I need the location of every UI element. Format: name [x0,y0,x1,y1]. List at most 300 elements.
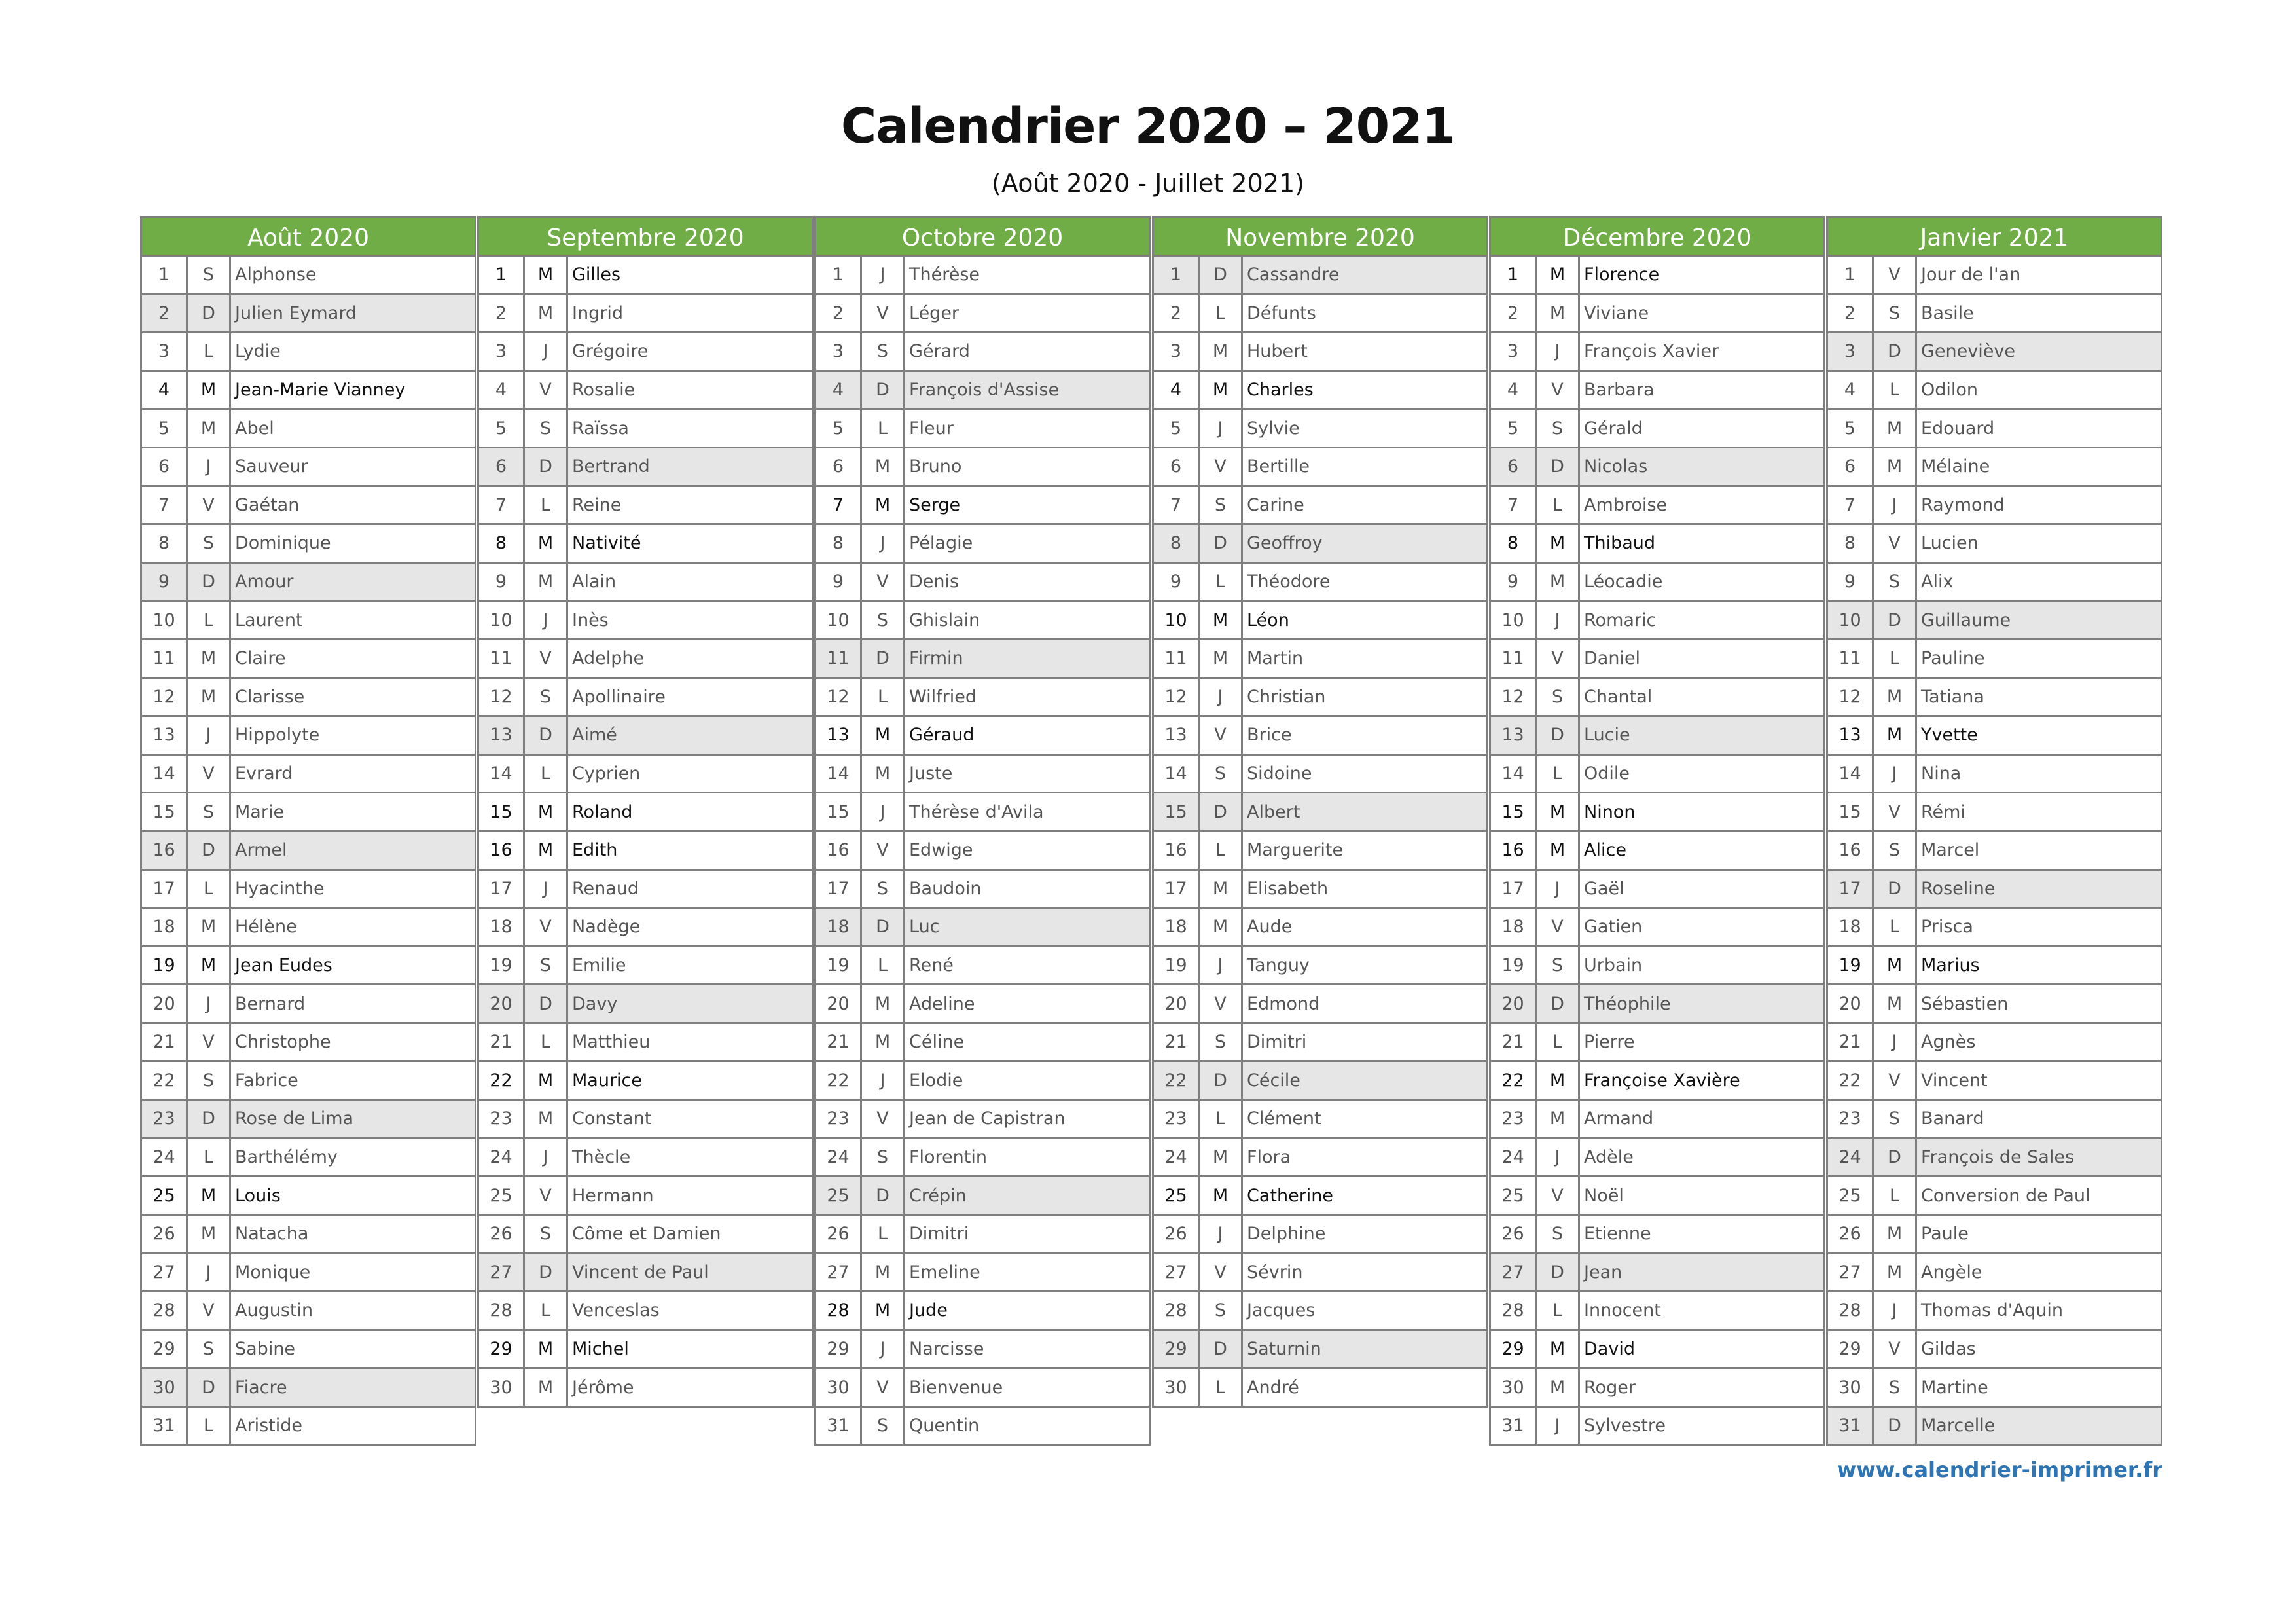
day-of-week: M [860,1292,903,1329]
day-number: 29 [1826,1331,1872,1368]
day-number: 26 [814,1216,860,1252]
day-row [1826,1331,2162,1370]
day-number: 17 [140,871,186,907]
day-number: 12 [1826,679,1872,716]
saint-name: Raymond [1915,487,2162,524]
day-row [814,1369,1151,1408]
day-number: 19 [477,947,523,984]
saint-name: Tatiana [1915,679,2162,716]
day-of-week: S [1872,564,1915,600]
day-number: 8 [140,525,186,562]
saint-name: Gérard [903,333,1151,370]
day-row [1152,1024,1488,1063]
day-number: 15 [1826,793,1872,830]
day-row [1489,1254,1825,1292]
day-of-week: M [1198,640,1241,677]
day-number: 22 [1489,1062,1535,1099]
day-number: 13 [814,717,860,754]
day-number: 15 [140,793,186,830]
day-row [1489,1062,1825,1101]
day-row [1489,525,1825,564]
day-number: 16 [477,832,523,869]
saint-name: Guillaume [1915,602,2162,638]
day-row [1826,448,2162,487]
saint-name: Jude [903,1292,1151,1329]
day-of-week: V [1535,372,1578,409]
day-row [140,295,476,334]
saint-name: Reine [566,487,814,524]
day-number: 8 [477,525,523,562]
day-number: 23 [477,1101,523,1137]
day-number: 2 [140,295,186,332]
day-of-week: V [1198,448,1241,485]
saint-name: Edouard [1915,410,2162,447]
day-of-week: J [186,985,229,1022]
day-of-week: M [523,525,566,562]
day-row [477,333,814,372]
saint-name: Crépin [903,1177,1151,1214]
saint-name: Brice [1241,717,1488,754]
day-of-week: M [1198,333,1241,370]
day-of-week: L [1872,640,1915,677]
saint-name: François de Sales [1915,1139,2162,1176]
saint-name: Martine [1915,1369,2162,1406]
day-row [814,410,1151,448]
day-of-week: S [1198,1292,1241,1329]
day-of-week: M [523,793,566,830]
month-header: Septembre 2020 [477,216,814,257]
day-row [1152,947,1488,986]
day-row [1489,1101,1825,1139]
day-number: 30 [814,1369,860,1406]
day-number: 9 [140,564,186,600]
day-number: 10 [140,602,186,638]
day-row [477,257,814,295]
day-number: 3 [814,333,860,370]
day-of-week: M [860,756,903,792]
day-row [140,947,476,986]
day-row [477,410,814,448]
saint-name: Nadège [566,909,814,945]
day-of-week: V [860,295,903,332]
saint-name: Sabine [229,1331,476,1368]
day-of-week: V [186,1292,229,1329]
day-number: 22 [140,1062,186,1099]
saint-name: René [903,947,1151,984]
day-number: 20 [1489,985,1535,1022]
day-row [814,448,1151,487]
day-row [140,564,476,602]
day-of-week: M [1535,525,1578,562]
day-number: 31 [814,1408,860,1444]
day-row [1489,871,1825,909]
saint-name: Hubert [1241,333,1488,370]
day-row [1489,295,1825,334]
day-of-week: L [523,1292,566,1329]
day-of-week: D [1198,1331,1241,1368]
day-of-week: M [1872,1216,1915,1252]
saint-name: Lucien [1915,525,2162,562]
day-number: 23 [814,1101,860,1137]
day-of-week: J [1198,679,1241,716]
saint-name: Rose de Lima [229,1101,476,1137]
saint-name: Hyacinthe [229,871,476,907]
day-of-week: L [860,947,903,984]
saint-name: François d'Assise [903,372,1151,409]
day-row [1152,1139,1488,1178]
saint-name: André [1241,1369,1488,1406]
day-number: 12 [1489,679,1535,716]
day-row [1826,257,2162,295]
day-number: 13 [1826,717,1872,754]
saint-name: Edith [566,832,814,869]
month-column [814,216,1151,1446]
day-of-week: L [186,1408,229,1444]
day-of-week: M [1198,871,1241,907]
saint-name: Clément [1241,1101,1488,1137]
day-row [140,871,476,909]
saint-name: Fiacre [229,1369,476,1406]
saint-name: Delphine [1241,1216,1488,1252]
day-number: 25 [1826,1177,1872,1214]
day-row [814,487,1151,526]
saint-name: Odile [1578,756,1825,792]
day-number: 20 [140,985,186,1022]
day-of-week: S [186,1062,229,1099]
day-number: 7 [1826,487,1872,524]
saint-name: Christian [1241,679,1488,716]
saint-name: Emeline [903,1254,1151,1290]
day-of-week: D [860,640,903,677]
saint-name: Grégoire [566,333,814,370]
saint-name: Noël [1578,1177,1825,1214]
day-of-week: M [1535,295,1578,332]
day-row [140,525,476,564]
day-number: 4 [477,372,523,409]
day-row [1152,1331,1488,1370]
day-number: 5 [477,410,523,447]
day-number: 12 [477,679,523,716]
day-of-week: M [1535,1101,1578,1137]
saint-name: Elodie [903,1062,1151,1099]
day-number: 3 [1489,333,1535,370]
day-of-week: V [1198,717,1241,754]
day-of-week: L [860,679,903,716]
day-row [140,1177,476,1216]
day-of-week: L [1872,1177,1915,1214]
day-number: 11 [814,640,860,677]
day-number: 25 [1489,1177,1535,1214]
day-number: 22 [477,1062,523,1099]
saint-name: Céline [903,1024,1151,1061]
day-number: 17 [477,871,523,907]
saint-name: Nativité [566,525,814,562]
day-number: 11 [1826,640,1872,677]
saint-name: Françoise Xavière [1578,1062,1825,1099]
day-of-week: M [186,1177,229,1214]
day-of-week: V [523,640,566,677]
day-of-week: L [523,756,566,792]
day-number: 10 [814,602,860,638]
day-number: 28 [1826,1292,1872,1329]
day-row [477,909,814,947]
saint-name: Roseline [1915,871,2162,907]
day-number: 12 [814,679,860,716]
saint-name: Cécile [1241,1062,1488,1099]
day-of-week: M [1535,1331,1578,1368]
day-row [814,871,1151,909]
day-of-week: J [1872,1292,1915,1329]
day-row [1152,1254,1488,1292]
day-number: 21 [140,1024,186,1061]
day-row [477,640,814,679]
day-of-week: V [186,756,229,792]
month-column [477,216,814,1408]
day-of-week: J [186,448,229,485]
saint-name: Adèle [1578,1139,1825,1176]
day-row [1152,985,1488,1024]
day-of-week: V [860,832,903,869]
day-row [1489,1139,1825,1178]
day-row [814,640,1151,679]
day-number: 29 [477,1331,523,1368]
saint-name: Dimitri [903,1216,1151,1252]
day-of-week: J [523,602,566,638]
saint-name: Sévrin [1241,1254,1488,1290]
day-of-week: D [1535,985,1578,1022]
day-of-week: S [1535,679,1578,716]
day-number: 20 [477,985,523,1022]
day-of-week: M [523,1369,566,1406]
saint-name: Dimitri [1241,1024,1488,1061]
day-row [1152,871,1488,909]
saint-name: Elisabeth [1241,871,1488,907]
saint-name: Pierre [1578,1024,1825,1061]
saint-name: Mélaine [1915,448,2162,485]
day-row [1826,333,2162,372]
day-number: 11 [477,640,523,677]
day-of-week: S [1535,947,1578,984]
day-of-week: V [1535,1177,1578,1214]
day-of-week: D [186,295,229,332]
day-of-week: M [1872,679,1915,716]
day-of-week: M [1872,947,1915,984]
day-of-week: D [1872,1139,1915,1176]
day-row [1489,640,1825,679]
day-row [1489,832,1825,871]
saint-name: Conversion de Paul [1915,1177,2162,1214]
day-number: 6 [140,448,186,485]
day-of-week: D [186,832,229,869]
day-number: 10 [1826,602,1872,638]
day-of-week: J [523,333,566,370]
day-number: 6 [1152,448,1198,485]
day-row [1152,333,1488,372]
saint-name: Inès [566,602,814,638]
saint-name: Léocadie [1578,564,1825,600]
day-number: 25 [477,1177,523,1214]
saint-name: Vincent [1915,1062,2162,1099]
day-number: 3 [1152,333,1198,370]
day-number: 28 [140,1292,186,1329]
day-of-week: J [1535,871,1578,907]
day-of-week: M [186,909,229,945]
saint-name: Thècle [566,1139,814,1176]
day-of-week: M [860,487,903,524]
saint-name: Serge [903,487,1151,524]
day-number: 3 [1826,333,1872,370]
saint-name: Défunts [1241,295,1488,332]
day-number: 1 [140,257,186,293]
day-of-week: M [1198,1139,1241,1176]
day-row [477,756,814,794]
saint-name: Amour [229,564,476,600]
day-row [477,832,814,871]
day-of-week: S [1535,1216,1578,1252]
day-row [1489,679,1825,718]
day-of-week: M [1872,410,1915,447]
day-number: 27 [1826,1254,1872,1290]
day-row [477,1101,814,1139]
saint-name: Gildas [1915,1331,2162,1368]
day-number: 9 [1826,564,1872,600]
saint-name: Luc [903,909,1151,945]
saint-name: Catherine [1241,1177,1488,1214]
saint-name: Louis [229,1177,476,1214]
day-of-week: S [1872,832,1915,869]
day-of-week: V [1535,640,1578,677]
footer-link[interactable]: www.calendrier-imprimer.fr [1837,1457,2162,1482]
day-of-week: S [1198,756,1241,792]
day-of-week: D [186,1101,229,1137]
day-of-week: V [1198,985,1241,1022]
day-number: 14 [477,756,523,792]
saint-name: Jean de Capistran [903,1101,1151,1137]
day-number: 27 [814,1254,860,1290]
saint-name: Dominique [229,525,476,562]
months-grid [140,216,2162,1457]
saint-name: Marguerite [1241,832,1488,869]
saint-name: Christophe [229,1024,476,1061]
day-of-week: V [523,1177,566,1214]
day-row [814,1024,1151,1063]
day-row [814,295,1151,334]
day-number: 26 [477,1216,523,1252]
day-number: 18 [1152,909,1198,945]
day-row [1826,1139,2162,1178]
day-number: 11 [1152,640,1198,677]
day-row [1152,679,1488,718]
day-row [477,679,814,718]
saint-name: Aristide [229,1408,476,1444]
day-number: 23 [140,1101,186,1137]
day-number: 19 [1826,947,1872,984]
day-of-week: D [523,985,566,1022]
day-row [1489,1292,1825,1331]
day-number: 5 [140,410,186,447]
day-row [1489,793,1825,832]
day-number: 14 [1826,756,1872,792]
day-row [477,1254,814,1292]
month-column [1489,216,1825,1446]
day-row [1826,793,2162,832]
day-of-week: V [1872,257,1915,293]
month-column [1152,216,1488,1408]
day-row [1826,1177,2162,1216]
day-of-week: M [860,717,903,754]
saint-name: Barthélémy [229,1139,476,1176]
saint-name: Marius [1915,947,2162,984]
saint-name: Romaric [1578,602,1825,638]
day-of-week: M [1535,832,1578,869]
day-of-week: V [186,487,229,524]
day-number: 9 [814,564,860,600]
saint-name: Julien Eymard [229,295,476,332]
saint-name: Paule [1915,1216,2162,1252]
day-of-week: S [1198,1024,1241,1061]
day-number: 8 [1152,525,1198,562]
day-row [1152,909,1488,947]
day-of-week: L [1535,487,1578,524]
day-number: 29 [1152,1331,1198,1368]
day-number: 16 [1152,832,1198,869]
day-of-week: S [860,333,903,370]
day-of-week: D [1198,525,1241,562]
day-row [1826,832,2162,871]
day-row [1826,947,2162,986]
day-number: 16 [814,832,860,869]
day-of-week: S [1535,410,1578,447]
saint-name: Vincent de Paul [566,1254,814,1290]
day-number: 1 [1489,257,1535,293]
saint-name: Maurice [566,1062,814,1099]
day-of-week: V [1872,1331,1915,1368]
saint-name: Edmond [1241,985,1488,1022]
day-number: 15 [1152,793,1198,830]
saint-name: Géraud [903,717,1151,754]
saint-name: Gérald [1578,410,1825,447]
saint-name: Monique [229,1254,476,1290]
day-of-week: M [860,985,903,1022]
saint-name: Martin [1241,640,1488,677]
saint-name: Côme et Damien [566,1216,814,1252]
saint-name: Marie [229,793,476,830]
saint-name: Clarisse [229,679,476,716]
saint-name: Saturnin [1241,1331,1488,1368]
day-of-week: J [860,1062,903,1099]
day-number: 3 [477,333,523,370]
day-of-week: V [1872,525,1915,562]
day-number: 16 [1489,832,1535,869]
day-of-week: J [860,257,903,293]
day-row [1489,1177,1825,1216]
saint-name: Léon [1241,602,1488,638]
day-number: 4 [1152,372,1198,409]
day-of-week: J [1872,756,1915,792]
day-row [1826,1369,2162,1408]
day-row [477,1292,814,1331]
day-row [814,564,1151,602]
day-of-week: S [1872,295,1915,332]
day-row [814,1331,1151,1370]
day-row [1489,372,1825,410]
day-row [1826,410,2162,448]
day-of-week: D [860,909,903,945]
day-row [1489,1216,1825,1254]
day-row [1826,1216,2162,1254]
day-row [1489,333,1825,372]
day-of-week: D [1535,1254,1578,1290]
